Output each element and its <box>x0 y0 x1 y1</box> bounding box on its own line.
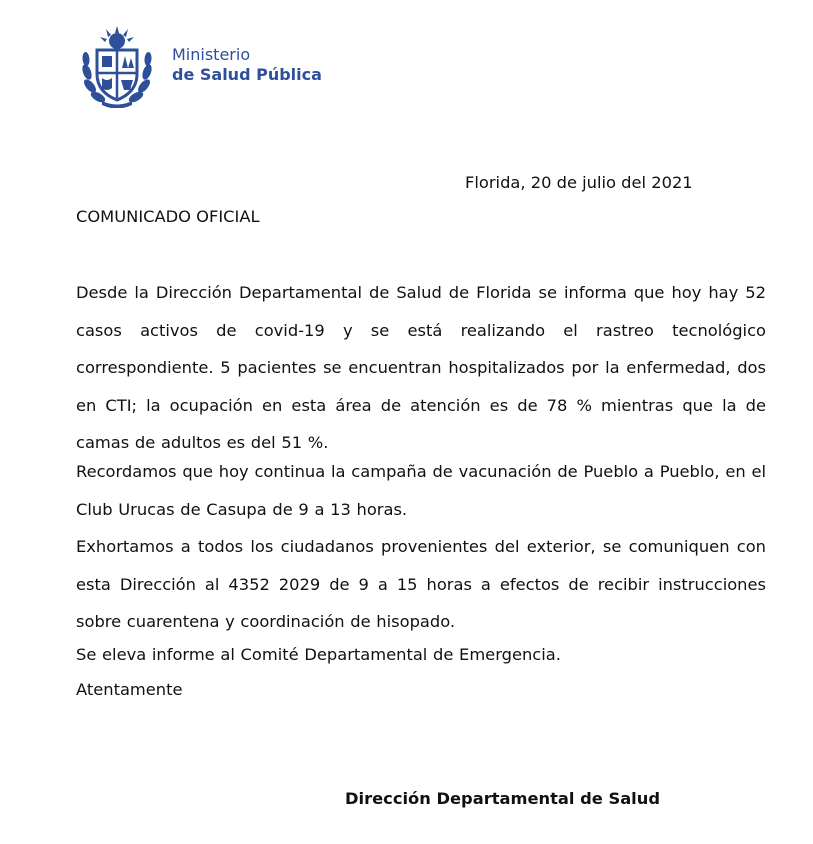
ministry-name-line1: Ministerio <box>172 45 251 64</box>
ministry-name-line2: de Salud Pública <box>172 65 322 84</box>
letter-subject: COMUNICADO OFICIAL <box>76 207 260 226</box>
letter-date: Florida, 20 de julio del 2021 <box>465 173 693 192</box>
uruguay-coat-of-arms-icon <box>78 26 156 108</box>
letter-closing: Atentamente <box>76 680 183 699</box>
paragraph-report: Se eleva informe al Comité Departamental de Emergencia. <box>76 645 561 664</box>
ministry-name <box>172 45 322 85</box>
letterhead <box>78 26 322 108</box>
paragraph-vaccination: Recordamos que hoy continua la campaña de vacunación de Pueblo a Pueblo, en el Club Urucas de Casupa de 9 a 13 horas. <box>76 462 766 519</box>
paragraph-cases: Desde la Dirección Departamental de Salud de Florida se informa que hoy hay 52 casos activos de covid-19 y se está realizando el rastreo tecnológico correspondiente. 5 pacientes se encuentran hospitalizados por la enfermedad, dos en CTI; la ocupación en esta área de atención es de 78 % mientras que la de camas de adultos es del 51 %. <box>76 283 766 452</box>
letter-signature: Dirección Departamental de Salud <box>345 789 661 808</box>
paragraph-travelers: Exhortamos a todos los ciudadanos provenientes del exterior, se comuniquen con esta Dirección al 4352 2029 de 9 a 15 horas a efectos de recibir instrucciones sobre cuarentena y coordinación de hisopado. <box>76 537 766 631</box>
